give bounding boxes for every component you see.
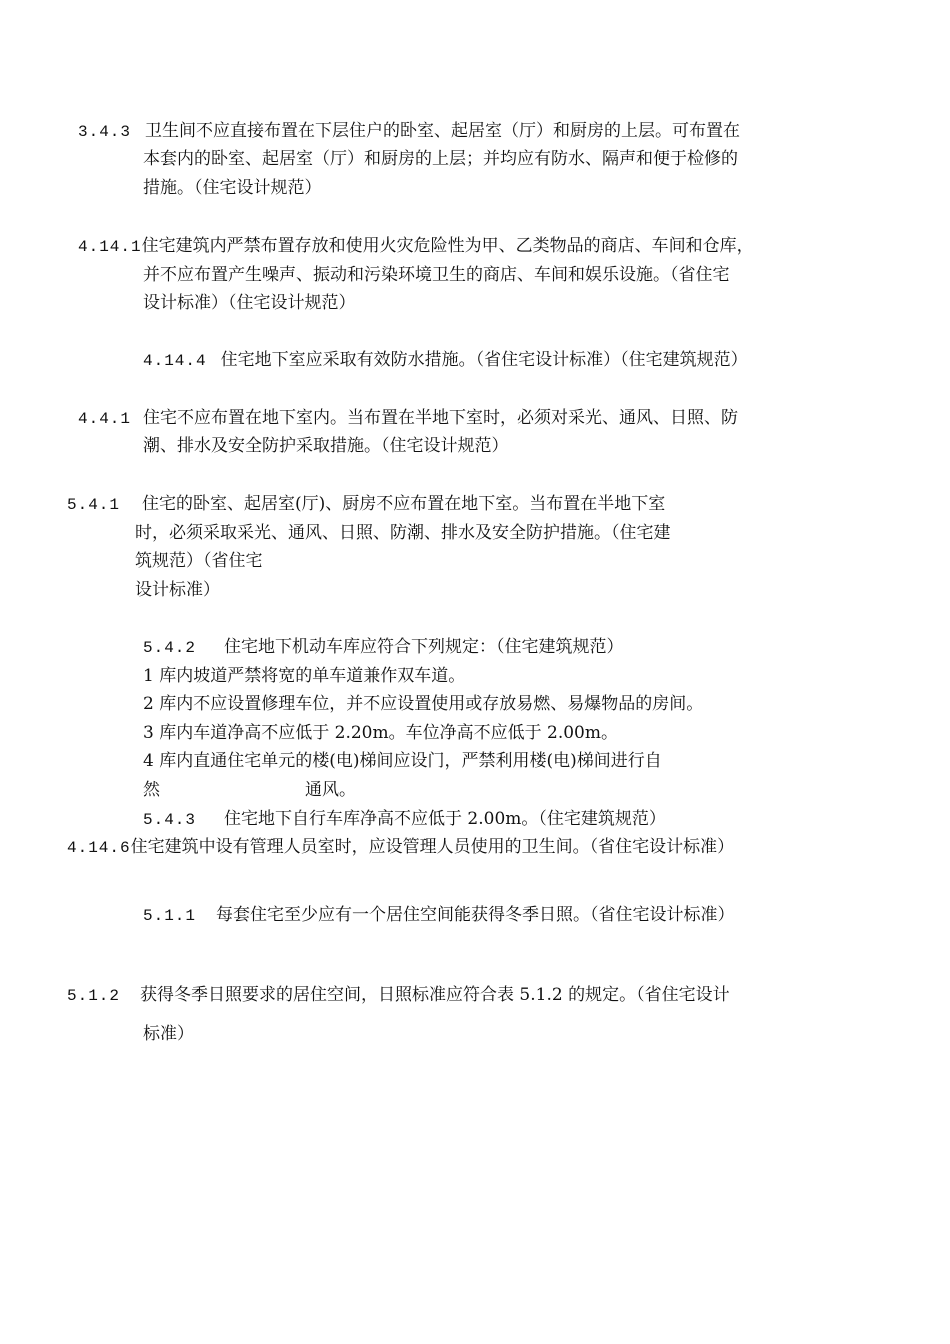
clause-number: 5.4.3 [143,811,197,829]
clause-4-14-4-line-1 [143,349,748,371]
clause-number: 5.1.2 [67,987,121,1005]
clause-5-4-3-line-1 [143,808,666,830]
clause-text: 卫生间不应直接布置在下层住户的卧室、起居室（厅）和厨房的上层。可布置在 [145,121,741,141]
clause-text: 措施。（住宅设计规范） [143,178,322,198]
clause-number: 5.1.1 [143,907,197,925]
clause-number: 5.4.1 [67,496,121,514]
list-item: 1 库内坡道严禁将宽的单车道兼作双车道。 [143,666,466,686]
list-item: 4 库内直通住宅单元的楼(电)梯间应设门，严禁利用楼(电)梯间进行自 [143,751,662,771]
list-item: 2 库内不应设置修理车位，并不应设置使用或存放易燃、易爆物品的房间。 [143,694,704,714]
list-item-tail: 然 [143,780,160,800]
clause-text: 设计标准）（住宅设计规范） [143,293,356,313]
clause-text: 住宅不应布置在地下室内。当布置在半地下室时，必须对采光、通风、日照、防 [143,408,739,428]
clause-text: 住宅地下自行车库净高不应低于 2.00m。（住宅建筑规范） [224,809,666,829]
clause-5-4-2-item-4-tail-b [305,779,356,801]
clause-text: 每套住宅至少应有一个居住空间能获得冬季日照。（省住宅设计标准） [216,905,735,925]
clause-5-1-1-line-1 [143,904,735,926]
clause-3-4-3-line-2 [143,148,738,170]
clause-text: 潮、排水及安全防护采取措施。（住宅设计规范） [143,436,509,456]
clause-4-14-1-line-1 [78,235,754,257]
clause-text: 住宅的卧室、起居室(厅)、厨房不应布置在地下室。当布置在半地下室 [142,494,666,514]
clause-5-4-2-item-4-tail [143,779,160,801]
clause-text: 住宅地下室应采取有效防水措施。（省住宅设计标准）（住宅建筑规范） [220,350,748,370]
clause-text: 住宅地下机动车库应符合下列规定：（住宅建筑规范） [224,637,624,657]
clause-number: 4.14.6 [67,839,131,857]
clause-number: 4.14.1 [78,238,142,256]
clause-4-14-6-line-1 [67,836,734,858]
clause-text: 并不应布置产生噪声、振动和污染环境卫生的商店、车间和娱乐设施。（省住宅 [143,265,730,285]
clause-3-4-3-line-3 [143,177,322,199]
clause-number: 5.4.2 [143,639,197,657]
clause-5-4-1-line-4 [135,579,220,601]
clause-number: 4.14.4 [143,352,207,370]
clause-5-4-1-line-1 [67,493,665,515]
clause-5-4-2-item-3 [143,722,618,744]
clause-4-14-1-line-3 [143,292,356,314]
clause-number: 4.4.1 [78,410,132,428]
clause-text: 时，必须采取采光、通风、日照、防潮、排水及安全防护措施。（住宅建 [135,523,671,543]
clause-5-4-2-line-1 [143,636,624,658]
clause-5-4-1-line-3 [135,550,263,572]
clause-3-4-3-line-1 [78,120,740,142]
clause-text: 本套内的卧室、起居室（厅）和厨房的上层；并均应有防水、隔声和便于检修的 [143,149,738,169]
clause-4-14-1-line-2 [143,264,730,286]
clause-text: 住宅建筑内严禁布置存放和使用火灾危险性为甲、乙类物品的商店、车间和仓库， [141,236,754,256]
clause-text: 住宅建筑中设有管理人员室时，应设管理人员使用的卫生间。（省住宅设计标准） [130,837,735,857]
clause-5-4-2-item-1 [143,665,465,687]
clause-4-4-1-line-2 [143,435,509,457]
clause-4-4-1-line-1 [78,407,738,429]
clause-5-4-2-item-4 [143,750,662,772]
list-item: 3 库内车道净高不应低于 2.20m。车位净高不应低于 2.00m。 [143,723,618,743]
clause-text: 标准） [143,1024,194,1044]
clause-5-1-2-line-1 [67,984,730,1006]
clause-text: 筑规范）（省住宅 [135,551,263,571]
clause-number: 3.4.3 [78,123,132,141]
clause-5-4-2-item-2 [143,693,703,715]
clause-5-1-2-line-2 [143,1023,194,1045]
clause-text: 获得冬季日照要求的居住空间，日照标准应符合表 5.1.2 的规定。（省住宅设计 [140,985,730,1005]
clause-5-4-1-line-2 [135,522,671,544]
clause-text: 设计标准） [135,580,220,600]
list-item-tail: 通风。 [305,780,356,800]
